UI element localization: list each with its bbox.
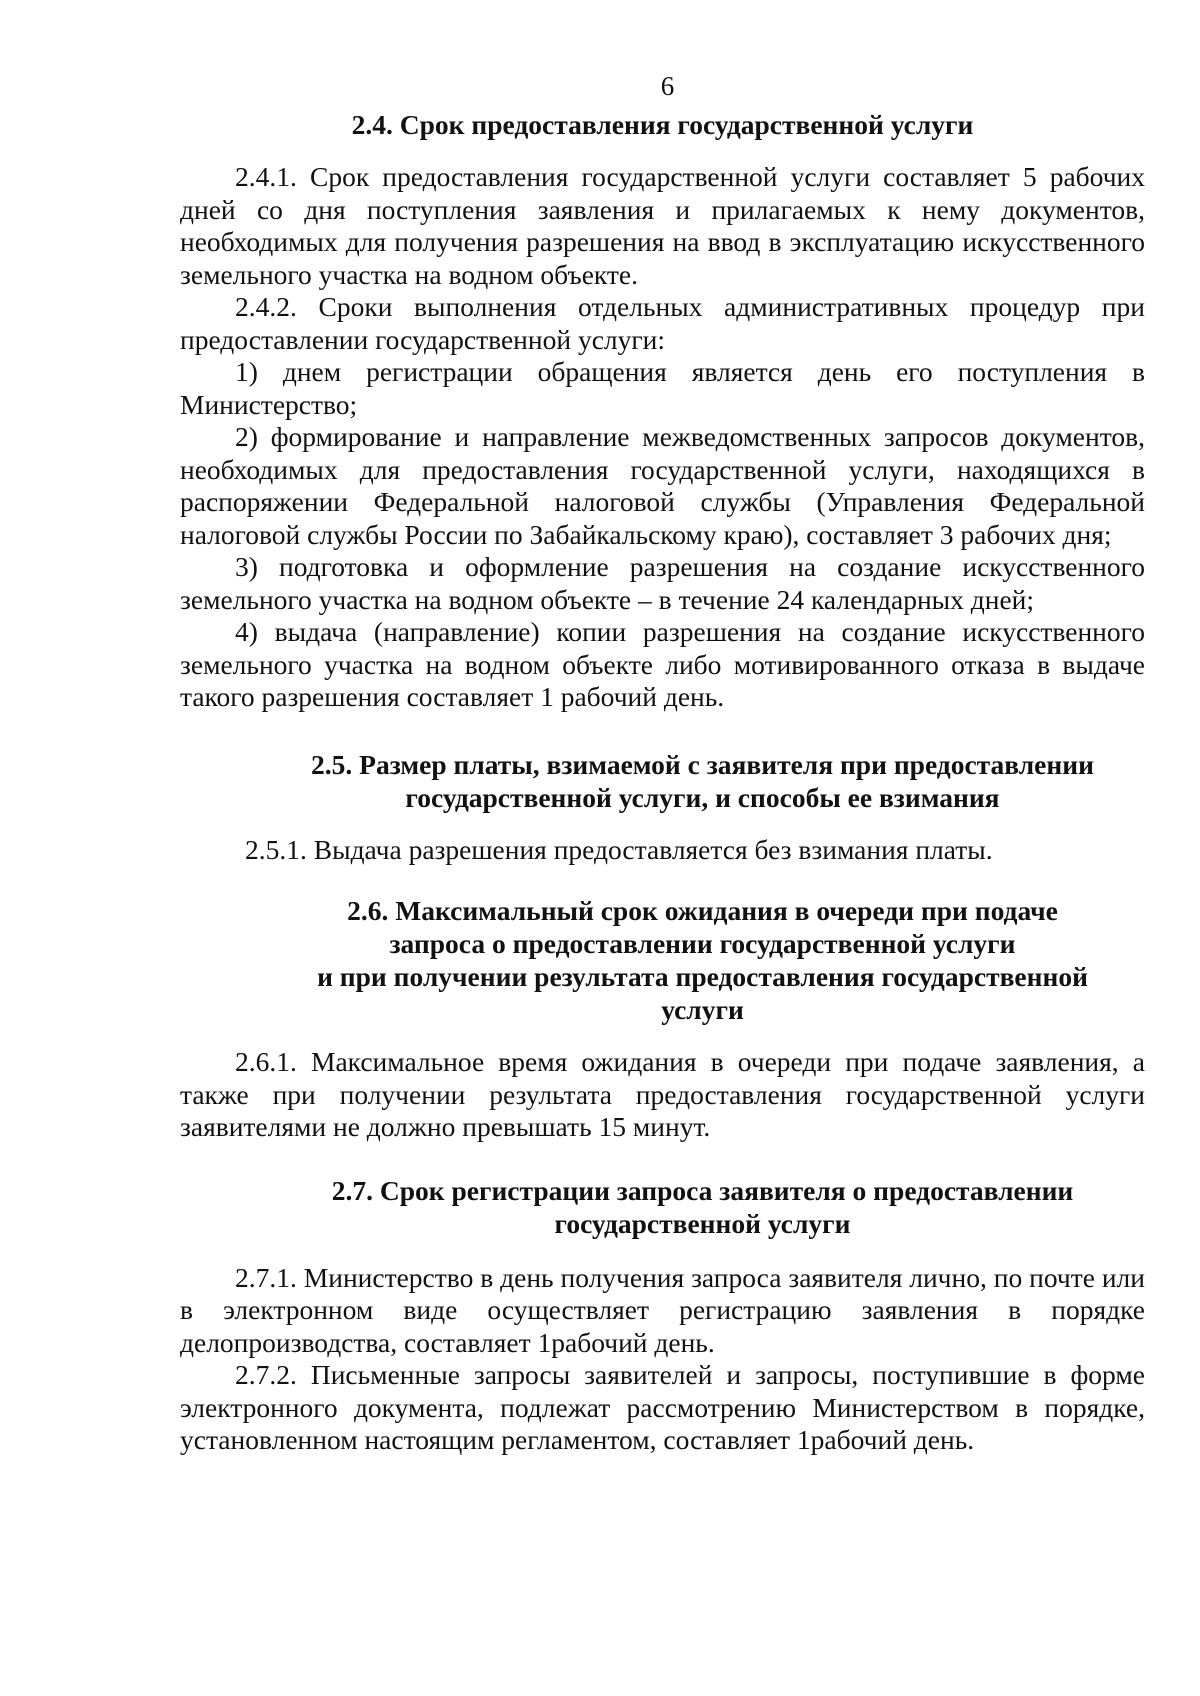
paragraph-2-7-1: 2.7.1. Министерство в день получения запроса заявителя лично, по почте или в электронном виде осуществляет регистрацию заявления в порядке делопроизводства, составляет 1рабочий день.	[180, 1261, 1145, 1358]
section-heading-2-5-line-1: 2.5. Размер платы, взимаемой с заявителя при предоставлении	[311, 748, 1094, 780]
paragraph-2-7-2: 2.7.2. Письменные запросы заявителей и запросы, поступившие в форме электронного документа, подлежат рассмотрению Министерством в порядке, установленном настоящим регламентом, составляет 1рабочий день.	[180, 1359, 1145, 1455]
section-heading-2-7-line-1: 2.7. Срок регистрации запроса заявителя о предоставлении	[331, 1174, 1074, 1206]
section-heading-2-6	[180, 894, 1145, 1026]
section-heading-2-5	[180, 748, 1145, 814]
section-heading-2-6-line-2: запроса о предоставлении государственной услуги	[389, 928, 1016, 959]
section-heading-2-4: 2.4. Срок предоставления государственной услуги	[351, 109, 974, 140]
section-heading-2-6-line-3: и при получении результата предоставления государственной	[317, 961, 1088, 992]
section-heading-2-6-line-4: услуги	[661, 994, 744, 1025]
section-heading-2-7	[180, 1174, 1145, 1240]
page-number: 6	[660, 71, 675, 101]
paragraph-2-4-1: 2.4.1. Срок предоставления государственной услуги составляет 5 рабочих дней со дня поступления заявления и прилагаемых к нему документов, необходимых для получения разрешения на ввод в эксплуатацию искусственного земельного участка на водном объекте.	[180, 161, 1145, 290]
paragraph-2-4-2: 2.4.2. Сроки выполнения отдельных административных процедур при предоставлении государственной услуги:	[180, 291, 1145, 355]
section-heading-2-7-line-2: государственной услуги	[554, 1207, 851, 1239]
paragraph-2-5-1: 2.5.1. Выдача разрешения предоставляется без взимания платы.	[245, 833, 993, 865]
list-item-1: 1) днем регистрации обращения является день его поступления в Министерство;	[180, 356, 1145, 420]
list-item-3: 3) подготовка и оформление разрешения на создание искусственного земельного участка на водном объекте – в течение 24 календарных дней;	[180, 551, 1145, 615]
paragraph-2-6-1: 2.6.1. Максимальное время ожидания в очереди при подаче заявления, а также при получении результата предоставления государственной услуги заявителями не должно превышать 15 минут.	[180, 1046, 1145, 1142]
document-page	[180, 70, 1145, 1457]
list-item-4: 4) выдача (направление) копии разрешения на создание искусственного земельного участка на водном объекте либо мотивированного отказа в выдаче такого разрешения составляет 1 рабочий день.	[180, 616, 1145, 712]
section-heading-2-6-line-1: 2.6. Максимальный срок ожидания в очереди при подаче	[347, 895, 1058, 926]
list-item-2: 2) формирование и направление межведомственных запросов документов, необходимых для предоставления государственной услуги, находящихся в распоряжении Федеральной налоговой службы (Управления Федеральной налоговой службы России по Забайкальскому краю), составляет 3 рабочих дня;	[180, 421, 1145, 550]
section-heading-2-5-line-2: государственной услуги, и способы ее взимания	[405, 781, 1000, 813]
